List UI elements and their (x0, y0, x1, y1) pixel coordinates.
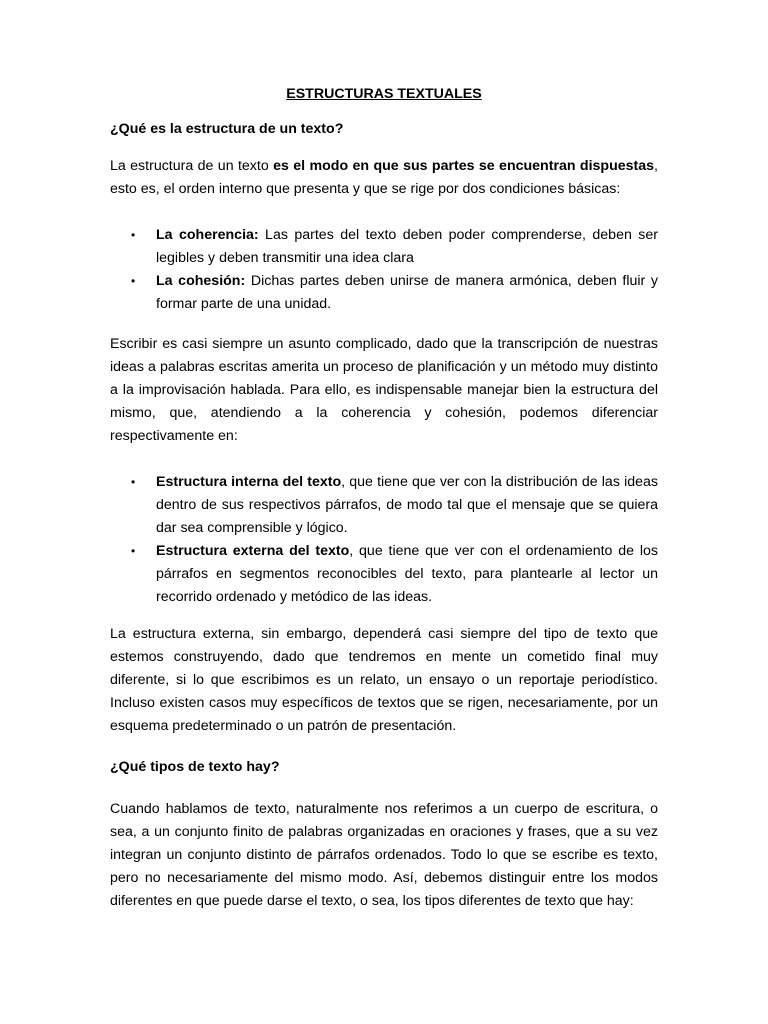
list-item-text: Dichas partes deben unirse de manera armónica, deben fluir y formar parte de una unidad. (156, 273, 658, 312)
list-item-term: Estructura externa del texto (156, 543, 350, 559)
list-item-term: La cohesión: (156, 273, 246, 289)
bullet-icon: • (131, 274, 136, 288)
bullet-icon: • (131, 228, 136, 242)
conditions-list (110, 224, 658, 316)
document-title: ESTRUCTURAS TEXTUALES (286, 86, 482, 102)
bullet-icon: • (131, 544, 136, 558)
paragraph-external-structure: La estructura externa, sin embargo, dependerá casi siempre del tipo de texto que estemos construyendo, dado que tendremos en mente un cometido final muy diferente, si lo que escribimos es un relato, un ensayo o un reportaje periodístico. Incluso existen casos muy específicos de textos que se rigen, necesariamente, por un esquema predeterminado o un patrón de presentación. (110, 626, 658, 734)
list-item-text: Las partes del texto deben poder comprenderse, deben ser legibles y deben transmitir una idea clara (156, 227, 658, 266)
list-item-term: Estructura interna del texto (156, 474, 342, 490)
bold-phrase: es el modo en que sus partes se encuentran dispuestas (273, 158, 655, 174)
section-heading-structure: ¿Qué es la estructura de un texto? (110, 121, 344, 137)
list-item-coherence (110, 224, 658, 270)
list-item-internal-structure (110, 471, 658, 540)
paragraph-text: La estructura de un texto (110, 158, 274, 174)
paragraph-text-types: Cuando hablamos de texto, naturalmente nos referimos a un cuerpo de escritura, o sea, a un conjunto finito de palabras organizadas en oraciones y frases, que a su vez integran un conjunto distinto de párrafos ordenados. Todo lo que se escribe es texto, pero no necesariamente del mismo modo. Así, debemos distinguir entre los modos diferentes en que puede darse el texto, o sea, los tipos diferentes de texto que hay: (110, 801, 658, 909)
paragraph-writing: Escribir es casi siempre un asunto complicado, dado que la transcripción de nuestras ideas a palabras escritas amerita un proceso de planificación y un método muy distinto a la improvisación hablada. Para ello, es indispensable manejar bien la estructura del mismo, que, atendiendo a la coherencia y cohesión, podemos diferenciar respectivamente en: (110, 336, 658, 444)
list-item-text: , que tiene que ver con el ordenamiento de los párrafos en segmentos reconocibles del texto, para plantearle al lector un recorrido ordenado y metódico de las ideas. (156, 543, 658, 605)
list-item-text: , que tiene que ver con la distribución de las ideas dentro de sus respectivos párrafos, de modo tal que el mensaje que se quiera dar sea comprensible y lógico. (156, 474, 658, 536)
bullet-icon: • (131, 475, 136, 489)
list-item-term: La coherencia: (156, 227, 259, 243)
structure-types-list (110, 471, 658, 609)
paragraph-text: , esto es, el orden interno que presenta y que se rige por dos condiciones básicas: (110, 158, 658, 197)
section-heading-text-types: ¿Qué tipos de texto hay? (110, 759, 280, 775)
list-item-external-structure (110, 540, 658, 609)
paragraph-structure-definition (110, 155, 658, 201)
list-item-cohesion (110, 270, 658, 316)
document-page (110, 84, 658, 913)
